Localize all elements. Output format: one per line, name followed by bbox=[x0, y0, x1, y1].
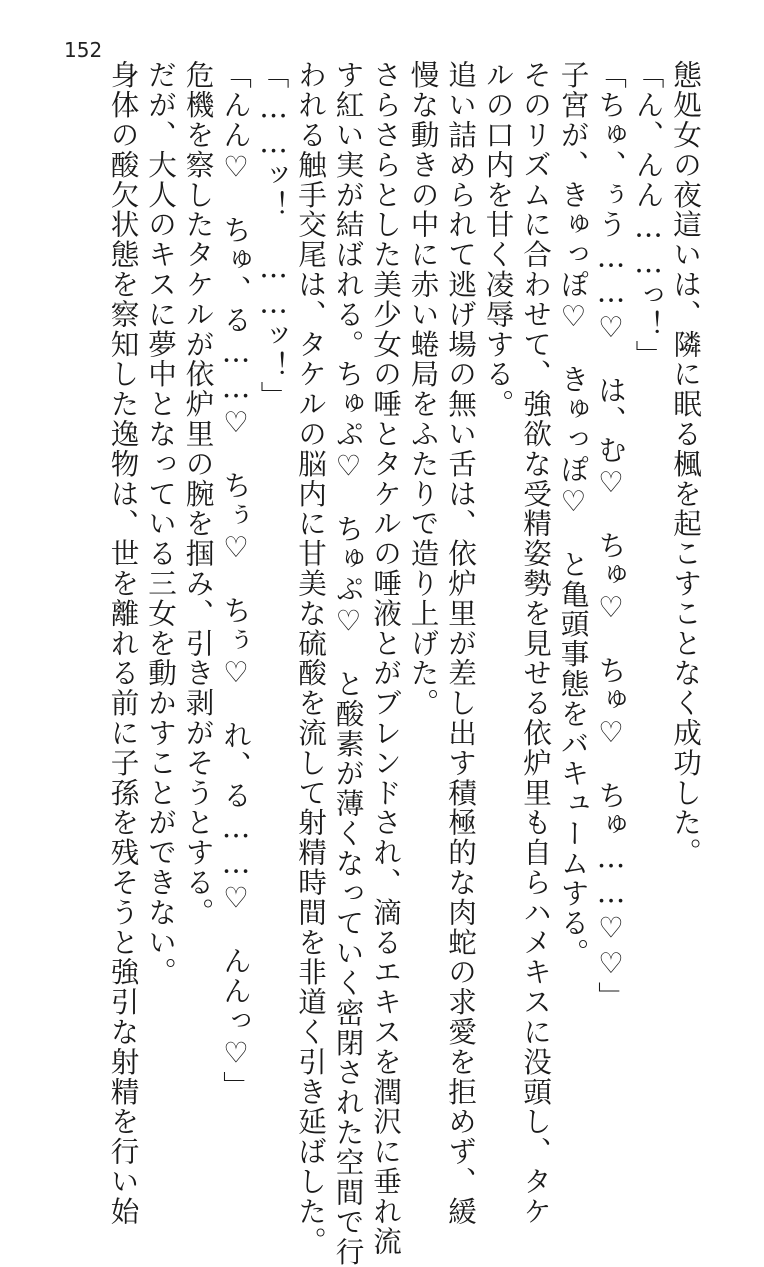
text-line: そのリズムに合わせて、強欲な受精姿勢を見せる依炉里も自らハメキスに没頭し、タケ bbox=[519, 60, 553, 1227]
text-line: 「んん♡ ちゅ、る……♡ ちぅ♡ ちぅ♡ れ、る……♡ んんっ♡」 bbox=[219, 60, 253, 1101]
text-line: だが、大人のキスに夢中となっている三女を動かすことができない。 bbox=[144, 60, 178, 987]
text-line: 子宮が、きゅっぽ♡ きゅっぽ♡ と亀頭事態をバキュームする。 bbox=[556, 60, 591, 968]
text-line: 「……ッ！ ……ッ！」 bbox=[256, 60, 291, 411]
text-line: さらさらとした美少女の唾とタケルの唾液とがブレンドされ、滴るエキスを潤沢に垂れ流 bbox=[369, 60, 403, 1256]
text-line: 身体の酸欠状態を察知した逸物は、世を離れる前に子孫を残そうと強引な射精を行い始 bbox=[106, 60, 141, 1227]
text-line: 危機を察したタケルが依炉里の腕を掴み、引き剥がそうとする。 bbox=[181, 60, 216, 928]
page-number: 152 bbox=[64, 38, 103, 62]
text-line: す紅い実が結ばれる。ちゅぷ♡ ちゅぷ♡ と酸素が薄くなっていく密閉された空間で行 bbox=[331, 60, 366, 1267]
text-line: われる触手交尾は、タケルの脳内に甘美な硫酸を流して射精時間を非道く引き延ばした。 bbox=[294, 60, 328, 1256]
text-line: 「ん、んん……っ！」 bbox=[631, 60, 666, 370]
text-line: 「ちゅ、ぅう……♡ は、む♡ ちゅ♡ ちゅ♡ ちゅ……♡♡」 bbox=[594, 60, 628, 1011]
text-line: 態処女の夜這いは、隣に眠る楓を起こすことなく成功した。 bbox=[669, 60, 703, 868]
text-line: ルの口内を甘く凌辱する。 bbox=[481, 60, 516, 419]
text-line: 追い詰められて逃げ場の無い舌は、依炉里が差し出す積極的な肉蛇の求愛を拒めず、緩 bbox=[444, 60, 478, 1227]
text-line: 慢な動きの中に赤い蜷局をふたりで造り上げた。 bbox=[406, 60, 441, 718]
body-text bbox=[44, 60, 704, 1267]
